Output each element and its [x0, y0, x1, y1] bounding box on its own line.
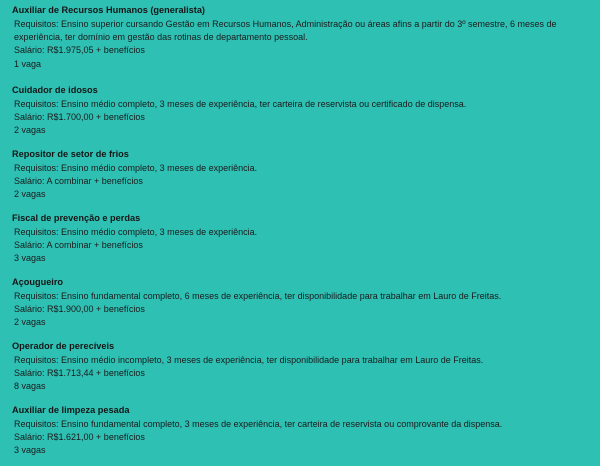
job-listing: [12, 404, 592, 458]
job-title: Auxiliar de Recursos Humanos (generalista): [12, 5, 205, 15]
job-title: Açougueiro: [12, 277, 64, 287]
job-salary: Salário: R$1.900,00 + benefícios: [14, 304, 145, 315]
job-salary: Salário: R$1.713,44 + benefícios: [14, 368, 145, 379]
job-title: Operador de perecíveis: [12, 341, 115, 351]
job-salary: Salário: R$1.700,00 + benefícios: [14, 112, 145, 123]
job-requirements: Requisitos: Ensino médio completo, 3 meses de experiência.: [14, 163, 258, 173]
job-salary: Salário: R$1.621,00 + benefícios: [14, 432, 145, 443]
job-salary: Salário: A combinar + benefícios: [14, 240, 143, 251]
job-title: Cuidador de idosos: [12, 85, 98, 95]
job-listing: [12, 84, 592, 138]
job-requirements: Requisitos: Ensino superior cursando Gestão em Recursos Humanos, Administração ou áreas afins a partir do 3º semestre, 6 meses de experiência, ter domínio em gestão das rotinas de departamento pessoal.: [14, 19, 557, 43]
job-listing: [12, 340, 592, 394]
job-requirements: Requisitos: Ensino médio completo, 3 meses de experiência, ter carteira de reservista ou certificado de dispensa.: [14, 99, 467, 109]
job-title: Fiscal de prevenção e perdas: [12, 213, 141, 223]
job-salary: Salário: R$1.975,05 + benefícios: [14, 45, 145, 56]
job-title: Repositor de setor de frios: [12, 149, 129, 159]
job-listing: [12, 148, 592, 202]
job-vacancies: 2 vagas: [14, 125, 46, 136]
job-vacancies: 2 vagas: [14, 189, 46, 200]
job-requirements: Requisitos: Ensino fundamental completo, 6 meses de experiência, ter disponibilidade para trabalhar em Lauro de Freitas.: [14, 291, 502, 301]
job-vacancies: 2 vagas: [14, 317, 46, 328]
job-requirements: Requisitos: Ensino médio completo, 3 meses de experiência.: [14, 227, 258, 237]
job-listing: [12, 4, 592, 71]
job-title: Auxiliar de limpeza pesada: [12, 405, 130, 415]
job-vacancies: 3 vagas: [14, 253, 46, 264]
job-vacancies: 8 vagas: [14, 381, 46, 392]
job-requirements: Requisitos: Ensino médio incompleto, 3 meses de experiência, ter disponibilidade para trabalhar em Lauro de Freitas.: [14, 355, 484, 365]
job-vacancies: 3 vagas: [14, 445, 46, 456]
job-vacancies: 1 vaga: [14, 58, 42, 69]
job-listing: [12, 276, 592, 330]
job-listing: [12, 212, 592, 266]
job-requirements: Requisitos: Ensino fundamental completo, 3 meses de experiência, ter carteira de reservista ou comprovante da dispensa.: [14, 419, 503, 429]
job-salary: Salário: A combinar + benefícios: [14, 176, 143, 187]
